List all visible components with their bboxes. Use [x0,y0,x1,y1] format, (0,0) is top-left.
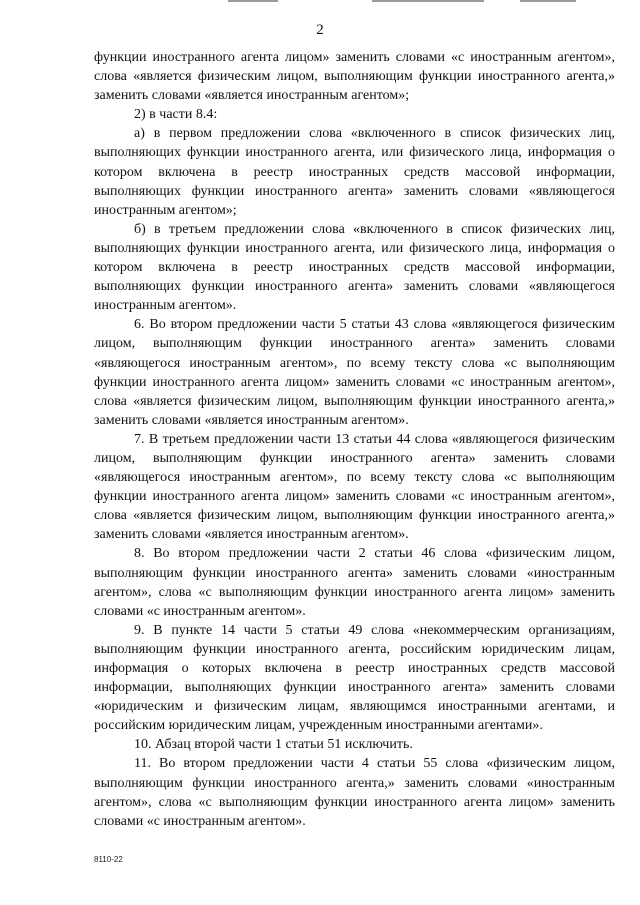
paragraph-continuation: функции иностранного агента лицом» заменить словами «с иностранным агентом», слова «является физическим лицом, выполняющим функции иностранного агента,» заменить словами «является иностранным агентом»; [94,50,615,104]
paragraph-subitem-b: б) в третьем предложении слова «включенного в список физических лиц, выполняющих функции иностранного агента, или физического лица, информация о котором включена в реестр иностранных средств массовой информации, выполняющих функции иностранного агента» заменить словами «являющегося иностранным агентом». [94,221,615,314]
document-body [94,48,615,831]
paragraph-item-10: 10. Абзац второй части 1 статьи 51 исключить. [134,737,413,753]
paragraph-item-6: 6. Во втором предложении части 5 статьи 43 слова «являющегося физическим лицом, выполняющим функции иностранного агента» заменить словами «являющегося иностранным агентом», по всему тексту слова «с выполняющим функции иностранного агента лицом» заменить словами «с иностранным агентом», слова «является физическим лицом, выполняющим функции иностранного агента,» заменить словами «является иностранным агентом». [94,317,615,428]
paragraph-subitem-a: а) в первом предложении слова «включенного в список физических лиц, выполняющих функции иностранного агента, или физического лица, информация о котором включена в реестр иностранных средств массовой информации, выполняющих функции иностранного агента» заменить словами «являющегося иностранным агентом»; [94,126,615,218]
paragraph-item-2: 2) в части 8.4: [134,107,218,123]
top-edge-marks [0,0,640,4]
paragraph-item-11: 11. Во втором предложении части 4 статьи 55 слова «физическим лицом, выполняющим функции иностранного агента,» заменить словами «иностранным агентом», слова «с выполняющим функции иностранного агента лицом» заменить словами «с иностранным агентом». [94,756,615,829]
document-code: 8110-22 [94,855,123,864]
paragraph-item-9: 9. В пункте 14 части 5 статьи 49 слова «некоммерческим организациям, выполняющим функции иностранного агента, российским юридическим лицам, информация о которых включена в реестр иностранных средств массовой информации, выполняющих функции иностранного агента» заменить словами «юридическим и физическим лицам, являющимся иностранными агентами, и российским юридическим лицам, учрежденным иностранными агентами». [94,622,615,734]
paragraph-item-8: 8. Во втором предложении части 2 статьи 46 слова «физическим лицом, выполняющим функции иностранного агента» заменить словами «иностранным агентом», слова «с выполняющим функции иностранного агента лицом» заменить словами «с иностранным агентом». [94,546,615,619]
paragraph-item-7: 7. В третьем предложении части 13 статьи 44 слова «являющегося физическим лицом, выполняющим функции иностранного агента» заменить словами «являющегося иностранным агентом», по всему тексту слова «с выполняющим функции иностранного агента лицом» заменить словами «с иностранным агентом», слова «является физическим лицом, выполняющим функции иностранного агента,» заменить словами «является иностранным агентом». [94,431,615,543]
page-number: 2 [316,22,324,38]
